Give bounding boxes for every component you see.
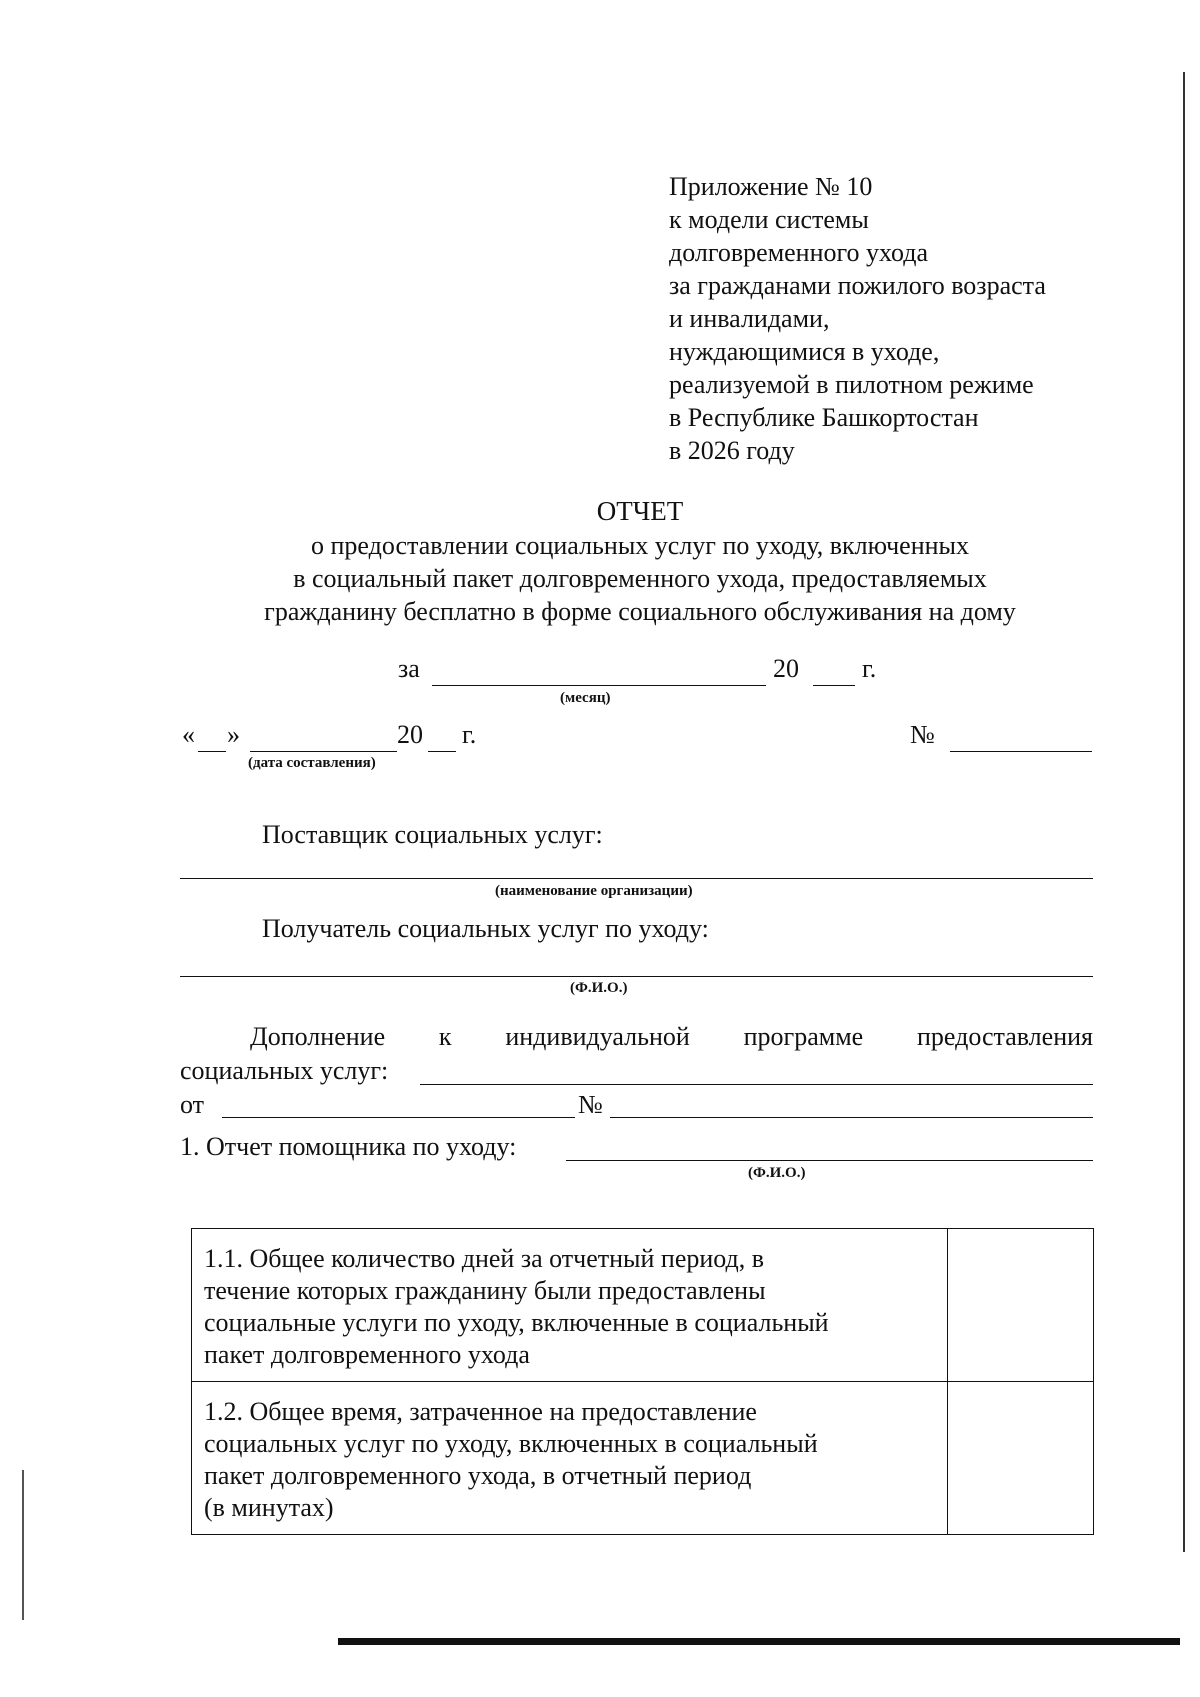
- addendum-date-field[interactable]: [222, 1117, 575, 1118]
- addendum-program-field[interactable]: [420, 1084, 1093, 1085]
- row-text-line: пакет долговременного ухода, в отчетный период: [204, 1461, 752, 1490]
- row-2-description: [192, 1382, 948, 1535]
- date-year-field[interactable]: [428, 751, 456, 752]
- date-close-quote: »: [227, 720, 240, 749]
- subtitle-line: гражданину бесплатно в форме социального обслуживания на дому: [264, 597, 1016, 626]
- row-text-line: 1.1. Общее количество дней за отчетный период, в: [204, 1244, 765, 1273]
- date-year-suffix: г.: [462, 720, 477, 749]
- appendix-line: Приложение № 10: [669, 172, 873, 201]
- scan-bottom-bar: [338, 1638, 1180, 1645]
- row-text-line: социальных услуг по уходу, включенных в социальный: [204, 1429, 818, 1458]
- scan-edge-right: [1183, 72, 1185, 1552]
- date-hint: (дата составления): [248, 755, 376, 771]
- assistant-hint: (Ф.И.О.): [748, 1165, 806, 1181]
- period-year-prefix: 20: [773, 654, 799, 683]
- period-year-suffix: г.: [862, 654, 877, 683]
- row-1-description: [192, 1229, 948, 1382]
- recipient-name-field[interactable]: [180, 976, 1093, 977]
- provider-name-field[interactable]: [180, 878, 1093, 879]
- report-number-label: №: [910, 720, 935, 749]
- subtitle-line: о предоставлении социальных услуг по уходу, включенных: [311, 531, 969, 560]
- table-row: [192, 1229, 1094, 1382]
- recipient-label: Получатель социальных услуг по уходу:: [262, 914, 709, 943]
- table-row: [192, 1382, 1094, 1535]
- report-number-field[interactable]: [950, 751, 1092, 752]
- date-open-quote: «: [182, 720, 195, 749]
- date-day-field[interactable]: [198, 751, 226, 752]
- row-text-line: социальные услуги по уходу, включенные в социальный: [204, 1308, 829, 1337]
- provider-hint: (наименование организации): [495, 883, 693, 899]
- recipient-hint: (Ф.И.О.): [570, 980, 628, 996]
- appendix-header: [669, 170, 1046, 467]
- appendix-line: в Республике Башкортостан: [669, 403, 979, 432]
- appendix-line: за гражданами пожилого возраста: [669, 271, 1046, 300]
- appendix-line: реализуемой в пилотном режиме: [669, 370, 1034, 399]
- report-table: [191, 1228, 1094, 1535]
- subtitle-line: в социальный пакет долговременного ухода, предоставляемых: [293, 564, 987, 593]
- addendum-word: к: [438, 1022, 452, 1051]
- appendix-line: к модели системы: [669, 205, 869, 234]
- appendix-line: долговременного ухода: [669, 238, 929, 267]
- date-month-field[interactable]: [250, 751, 397, 752]
- row-text-line: пакет долговременного ухода: [204, 1340, 530, 1369]
- addendum-number-label: №: [578, 1090, 603, 1119]
- period-month-hint: (месяц): [560, 690, 611, 706]
- period-month-field[interactable]: [432, 685, 766, 686]
- row-text-line: (в минутах): [204, 1493, 334, 1522]
- assistant-name-field[interactable]: [566, 1160, 1093, 1161]
- row-2-value-cell[interactable]: [947, 1382, 1093, 1535]
- provider-label: Поставщик социальных услуг:: [262, 820, 603, 849]
- addendum-number-field[interactable]: [610, 1117, 1093, 1118]
- addendum-word: программе: [743, 1022, 864, 1051]
- addendum-word: Дополнение: [250, 1022, 386, 1051]
- addendum-from-label: от: [180, 1090, 205, 1119]
- document-subtitle: [150, 529, 1130, 628]
- appendix-line: нуждающимися в уходе,: [669, 337, 940, 366]
- scan-edge-left: [22, 1470, 24, 1620]
- row-text-line: 1.2. Общее время, затраченное на предоставление: [204, 1397, 757, 1426]
- appendix-line: и инвалидами,: [669, 304, 830, 333]
- period-year-field[interactable]: [813, 685, 855, 686]
- addendum-line-2: социальных услуг:: [180, 1056, 389, 1085]
- row-1-value-cell[interactable]: [947, 1229, 1093, 1382]
- addendum-line-1: [180, 1022, 1093, 1052]
- row-text-line: течение которых гражданину были предоставлены: [204, 1276, 766, 1305]
- document-title: ОТЧЕТ: [596, 496, 684, 526]
- period-prefix: за: [398, 654, 420, 683]
- assistant-report-label: 1. Отчет помощника по уходу:: [180, 1132, 517, 1161]
- addendum-word: индивидуальной: [505, 1022, 690, 1051]
- addendum-word: предоставления: [917, 1022, 1093, 1051]
- appendix-line: в 2026 году: [669, 436, 795, 465]
- date-year-prefix: 20: [397, 720, 423, 749]
